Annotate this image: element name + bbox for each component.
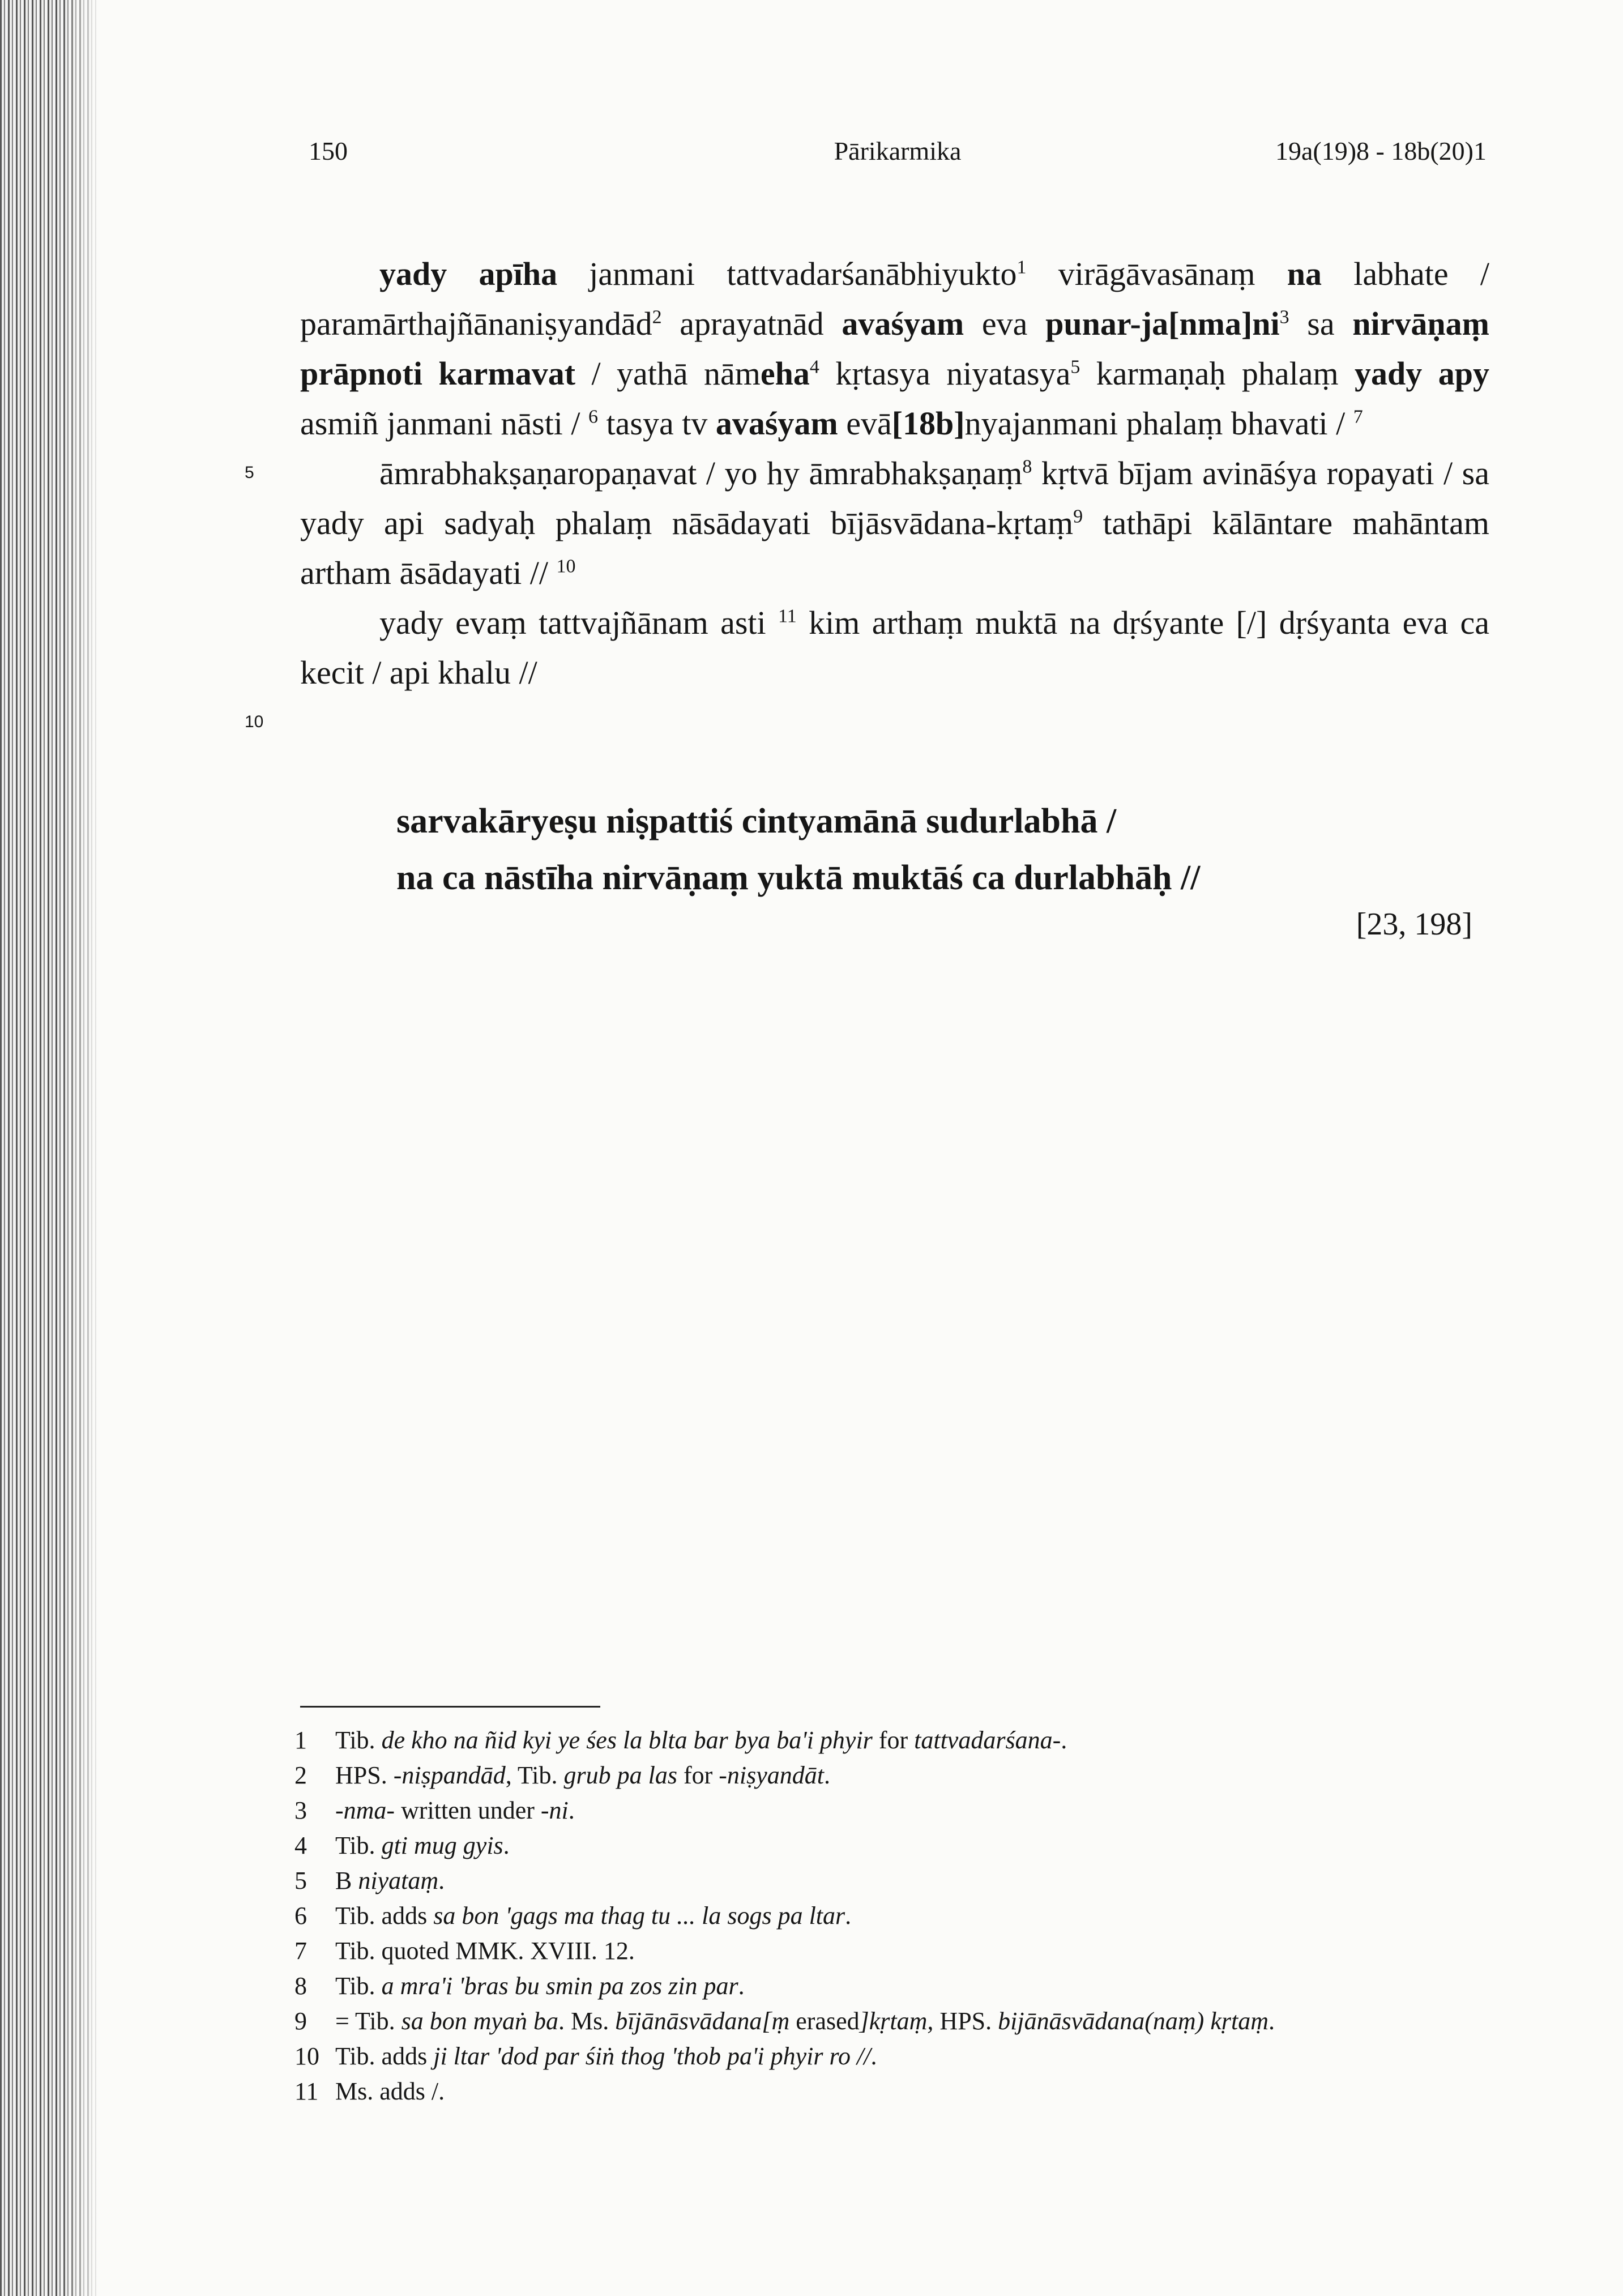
footnote-ref: 8 <box>1022 456 1032 477</box>
footnote-ref: 6 <box>588 406 599 428</box>
scan-page-edge-fade <box>62 0 102 2296</box>
line-number-10: 10 <box>245 712 264 731</box>
footnote-2: 2 HPS. -niṣpandād, Tib. grub pa las for -niṣyandāt. <box>294 1761 831 1789</box>
footnote-ref: 2 <box>652 306 662 328</box>
footnote-ref: 4 <box>809 356 819 378</box>
footnote-ref: 10 <box>556 556 576 577</box>
verse-block <box>396 793 1472 906</box>
footnote-11: 11 Ms. adds /. <box>294 2077 445 2105</box>
line-number-5: 5 <box>245 463 254 482</box>
running-title: Pārikarmika <box>834 136 962 165</box>
footnote-7: 7 Tib. quoted MMK. XVIII. 12. <box>294 1937 635 1965</box>
footnotes <box>294 1723 1495 2109</box>
footnote-5: 5 B niyataṃ. <box>294 1867 445 1894</box>
footnote-9: 9 = Tib. sa bon myaṅ ba. Ms. bījānāsvādana[ṃ erased]kṛtaṃ, HPS. bijānāsvādana(naṃ) kṛtaṃ. <box>294 2007 1275 2035</box>
verse-reference: [23, 198] <box>1356 907 1472 942</box>
paragraph-1: yady apīha janmani tattvadarśanābhiyukto$^1$ virāgāvasānaṃ na labhate / paramārthajñānaniṣyandād$^2$ aprayatnād avaśyam eva punar-$ja[nma]ni^3$ sa nirvāṇaṃ prāpnoti karmavat / yathā nāmeha$^4$ kṛtasya niyatasya$^5$ karmaṇaḥ phalaṃ yady apy asmiñ janmani nāsti / $^6$ tasya tv avaśyam evā[18b]nyajanmani phalaṃ bhavati / $^7$ <box>300 255 1490 442</box>
footnote-10: 10 Tib. adds ji ltar 'dod par śiṅ thog 'thob pa'i phyir ro //. <box>294 2042 877 2070</box>
footnote-6: 6 Tib. adds sa bon 'gags ma thag tu ... la sogs pa ltar. <box>294 1902 852 1930</box>
footnote-3: 3 -nma- written under -ni. <box>294 1796 575 1824</box>
footnote-8: 8 Tib. a mra'i 'bras bu smin pa zos zin par. <box>294 1972 745 2000</box>
footnote-divider <box>300 1706 600 1708</box>
footnote-ref: 7 <box>1353 406 1363 428</box>
verse-line-1: sarvakāryeṣu niṣpattiś cintyamānā sudurlabhā / <box>396 802 1117 840</box>
main-text <box>300 249 1489 698</box>
paragraph-2: āmrabhakṣaṇaropaṇavat / yo hy āmrabhakṣaṇaṃ$^8$ kṛtvā bījam avināśya ropayati / sa yady api sadyaḥ phalaṃ nāsādayati bījāsvādana-kṛtaṃ$^9$ tathāpi kālāntare mahāntam artham āsādayati // $^{10}$ <box>300 455 1489 591</box>
verse-line-2: na ca nāstīha nirvāṇaṃ yuktā muktāś ca durlabhāḥ // <box>396 859 1201 897</box>
footnote-4: 4 Tib. gti mug gyis. <box>294 1832 510 1859</box>
footnote-1: 1 Tib. de kho na ñid kyi ye śes la blta bar bya ba'i phyir for tattvadarśana-. <box>294 1726 1067 1754</box>
footnote-ref: 3 <box>1279 306 1289 328</box>
page-number: 150 <box>309 136 348 165</box>
page-header <box>309 136 1487 176</box>
footnote-ref: 5 <box>1070 356 1080 378</box>
footnote-ref: 11 <box>778 605 797 627</box>
footnote-ref: 9 <box>1073 506 1083 527</box>
paragraph-3: yady evaṃ tattvajñānam asti $^{11}$ kim arthaṃ muktā na dṛśyante [/] dṛśyanta eva ca kecit / api khalu // <box>300 604 1489 691</box>
footnote-ref: 1 <box>1016 257 1027 278</box>
folio-reference: 19a(19)8 - 18b(20)1 <box>1275 136 1487 165</box>
